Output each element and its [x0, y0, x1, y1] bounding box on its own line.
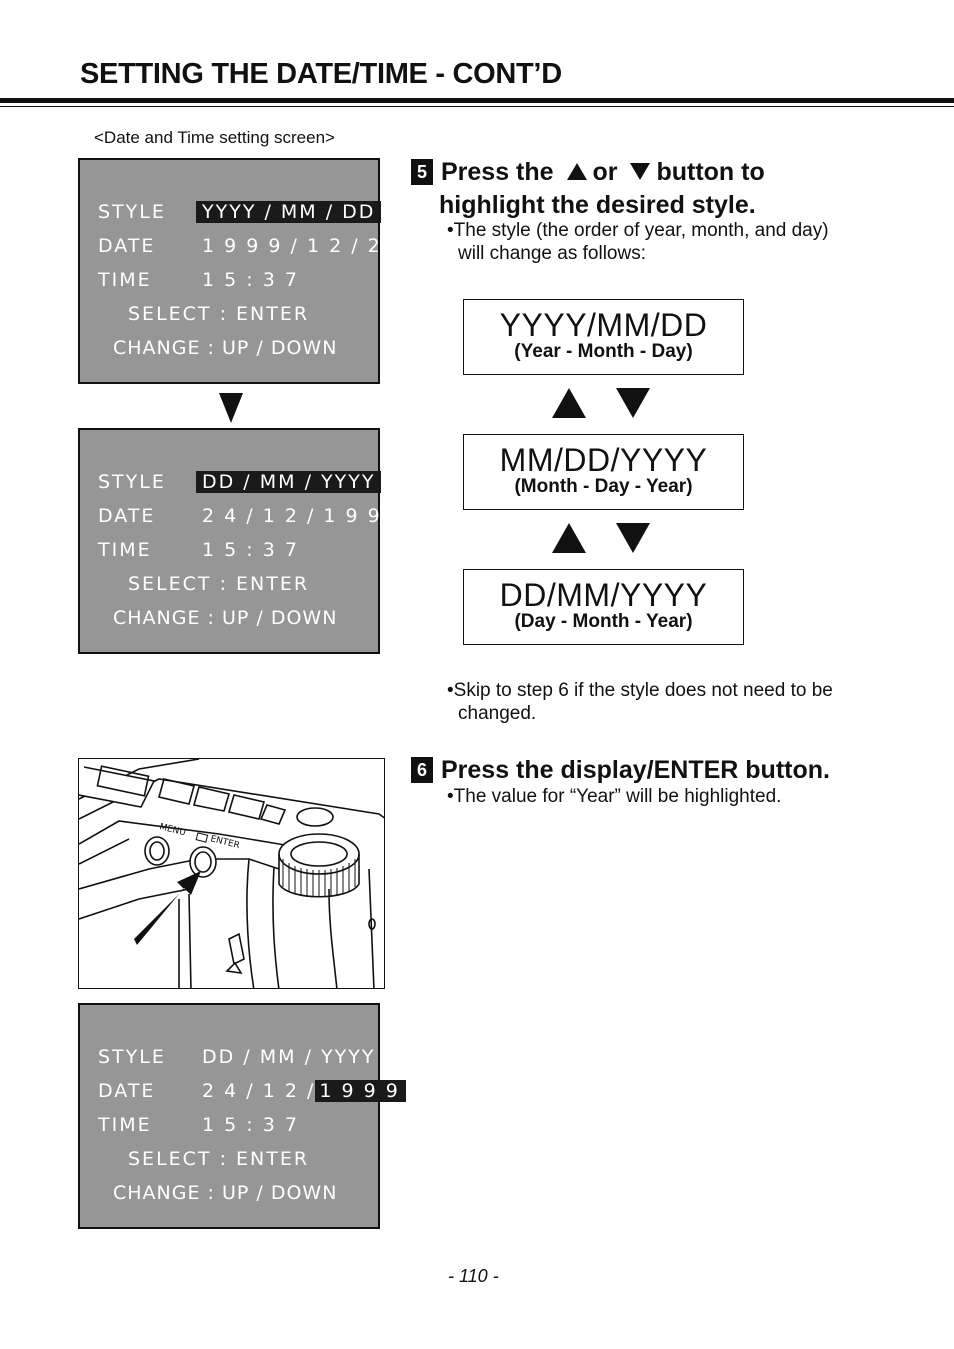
camera-menu-label: MENU	[158, 822, 187, 839]
lcd-date-label: DATE	[98, 235, 156, 257]
title-rule-thick	[0, 98, 954, 103]
up-down-arrows	[552, 388, 652, 420]
lcd-style-value: DD / MM / YYYY	[202, 1046, 376, 1068]
step-number-6: 6	[411, 757, 433, 783]
lcd-change-hint: CHANGE : UP / DOWN	[113, 607, 338, 629]
style-option-dmy	[463, 569, 744, 645]
lcd-screen-3	[78, 1003, 400, 1229]
lcd-style-label: STYLE	[98, 1046, 166, 1068]
camera-illustration	[78, 758, 385, 989]
lcd-screen-1	[78, 158, 404, 384]
lcd-time-label: TIME	[98, 269, 152, 291]
down-arrow-icon	[219, 393, 243, 423]
lcd-date-label: DATE	[98, 505, 156, 527]
step-6-heading-text: Press the display/ENTER button.	[441, 756, 830, 784]
style-format: MM/DD/YYYY	[499, 442, 708, 478]
up-down-arrows	[552, 523, 652, 555]
lcd-date-prefix: 2 4 / 1 2 /	[202, 1080, 316, 1102]
lcd-time-label: TIME	[98, 539, 152, 561]
lcd-screen-2	[78, 428, 404, 654]
style-description: (Year - Month - Day)	[514, 341, 693, 362]
down-triangle-icon	[616, 523, 650, 553]
step-5-heading-part: Press the	[441, 158, 554, 186]
lcd-style-highlight: YYYY / MM / DD	[196, 201, 381, 223]
step-number-5: 5	[411, 159, 433, 185]
title-rule-thin	[0, 106, 954, 107]
lcd-time-value: 1 5 : 3 7	[202, 269, 299, 291]
page-title: SETTING THE DATE/TIME - CONT’D	[80, 58, 562, 90]
lcd-style-label: STYLE	[98, 201, 166, 223]
lcd-style-highlight: DD / MM / YYYY	[196, 471, 381, 493]
up-triangle-icon	[552, 388, 586, 418]
step-5-heading	[411, 156, 765, 188]
lcd-date-label: DATE	[98, 1080, 156, 1102]
page-number: - 110 -	[448, 1266, 499, 1286]
lcd-select-hint: SELECT : ENTER	[128, 573, 310, 595]
lcd-time-value: 1 5 : 3 7	[202, 539, 299, 561]
lcd-time-label: TIME	[98, 1114, 152, 1136]
up-triangle-icon	[567, 163, 587, 180]
step-5-heading-line2: highlight the desired style.	[439, 191, 756, 219]
lcd-date-value: 1 9 9 9 / 1 2 / 2 4	[202, 235, 404, 257]
style-description: (Month - Day - Year)	[514, 476, 693, 497]
style-option-ymd	[463, 299, 744, 375]
down-triangle-icon	[616, 388, 650, 418]
lcd-change-hint: CHANGE : UP / DOWN	[113, 1182, 338, 1204]
up-triangle-icon	[552, 523, 586, 553]
screen-caption: <Date and Time setting screen>	[94, 128, 335, 147]
style-format: YYYY/MM/DD	[499, 307, 708, 343]
style-format: DD/MM/YYYY	[499, 577, 708, 613]
step-5-heading-part: button to	[656, 158, 765, 186]
camera-enter-label: ENTER	[209, 834, 241, 852]
step-6-heading	[411, 754, 830, 786]
style-description: (Day - Month - Year)	[514, 611, 693, 632]
lcd-change-hint: CHANGE : UP / DOWN	[113, 337, 338, 359]
step-5-heading-or: or	[592, 158, 618, 186]
lcd-style-value	[202, 198, 381, 226]
step-5-bullet-2: •Skip to step 6 if the style does not need to be	[447, 680, 833, 701]
lcd-style-label: STYLE	[98, 471, 166, 493]
lcd-select-hint: SELECT : ENTER	[128, 1148, 310, 1170]
down-triangle-icon	[630, 163, 650, 180]
step-5-bullet-1-cont: will change as follows:	[458, 243, 646, 264]
lcd-date-value: 2 4 / 1 2 / 1 9 9 9	[202, 505, 404, 527]
lcd-select-hint: SELECT : ENTER	[128, 303, 310, 325]
lcd-date-value	[202, 1077, 406, 1105]
style-option-mdy	[463, 434, 744, 510]
camera-drawing	[79, 759, 385, 989]
step-5-bullet-2-cont: changed.	[458, 703, 537, 724]
step-6-bullet: •The value for “Year” will be highlighted.	[447, 786, 782, 807]
lcd-year-highlight: 1 9 9 9	[315, 1080, 405, 1102]
lcd-time-value: 1 5 : 3 7	[202, 1114, 299, 1136]
lcd-style-value	[202, 468, 381, 496]
step-5-bullet-1: •The style (the order of year, month, and day)	[447, 220, 829, 241]
